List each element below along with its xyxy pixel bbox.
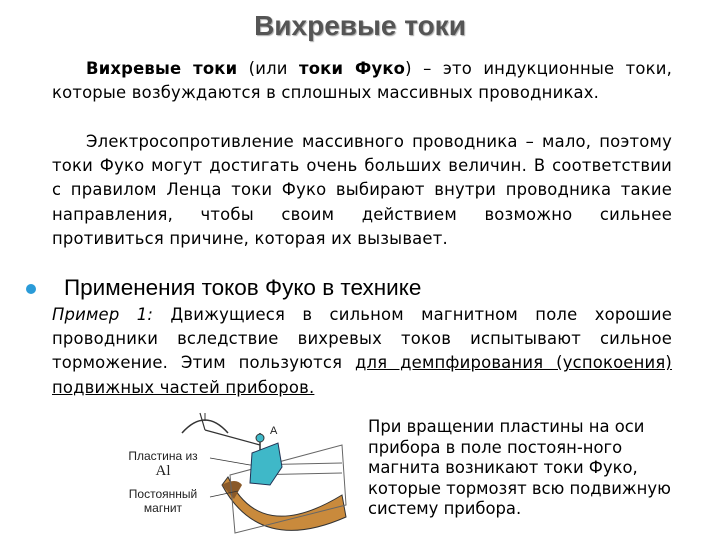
- slide-title: Вихревые токи: [254, 10, 466, 41]
- dial-arc: [182, 420, 228, 433]
- resistance-paragraph: Электросопротивление массивного проводника – мало, поэтому токи Фуко могут достигать очень больших величин. В соответствии с правилом Ленца токи Фуко выбирают внутри проводника такие направления, чтобы своим действием возможно сильнее противиться причине, которая их вызывает.: [52, 132, 672, 248]
- magnet-label-line1: Постоянный: [128, 487, 198, 501]
- axis-label-a: A: [270, 425, 278, 437]
- plate-label: [114, 449, 212, 480]
- intro-definition: ) – это индукционные токи, которые возбуждаются в сплошных массивных проводниках.: [52, 59, 673, 103]
- term-eddy-currents: Вихревые токи: [86, 59, 238, 78]
- term-foucault-currents: токи Фуко: [299, 59, 406, 78]
- axis-bearing: [256, 434, 264, 442]
- pointer-rod: [205, 430, 260, 445]
- example-label: Пример 1:: [52, 305, 154, 324]
- damper-figure: [110, 405, 360, 540]
- magnet-label-line2: магнит: [143, 501, 183, 515]
- bullet-dot-icon: [26, 284, 36, 294]
- example-text: Движущиеся в сильном магнитном поле хорошие проводники вследствие вихревых токов испытывают сильное торможение. Этим пользуются: [52, 305, 672, 373]
- plate-label-line1: Пластина из: [128, 449, 198, 463]
- dial-pointer: [200, 413, 205, 430]
- bullet-heading: Применения токов Фуко в технике: [64, 275, 422, 300]
- intro-paren: (или: [237, 59, 299, 78]
- magnet-label: [114, 487, 212, 515]
- aluminium-plate: [250, 443, 282, 485]
- plate-label-line2: Al: [155, 463, 171, 479]
- example-underlined-text: для демпфирования (успокоения) подвижных частей приборов.: [52, 353, 673, 397]
- figure-caption: При вращении пластины на оси прибора в поле постоян-ного магнита возникают токи Фуко, которые тормозят всю подвижную систему прибора.: [368, 417, 671, 518]
- intro-paragraph: [52, 57, 672, 105]
- plate-leader-line: [210, 458, 250, 465]
- example-paragraph: [52, 303, 672, 400]
